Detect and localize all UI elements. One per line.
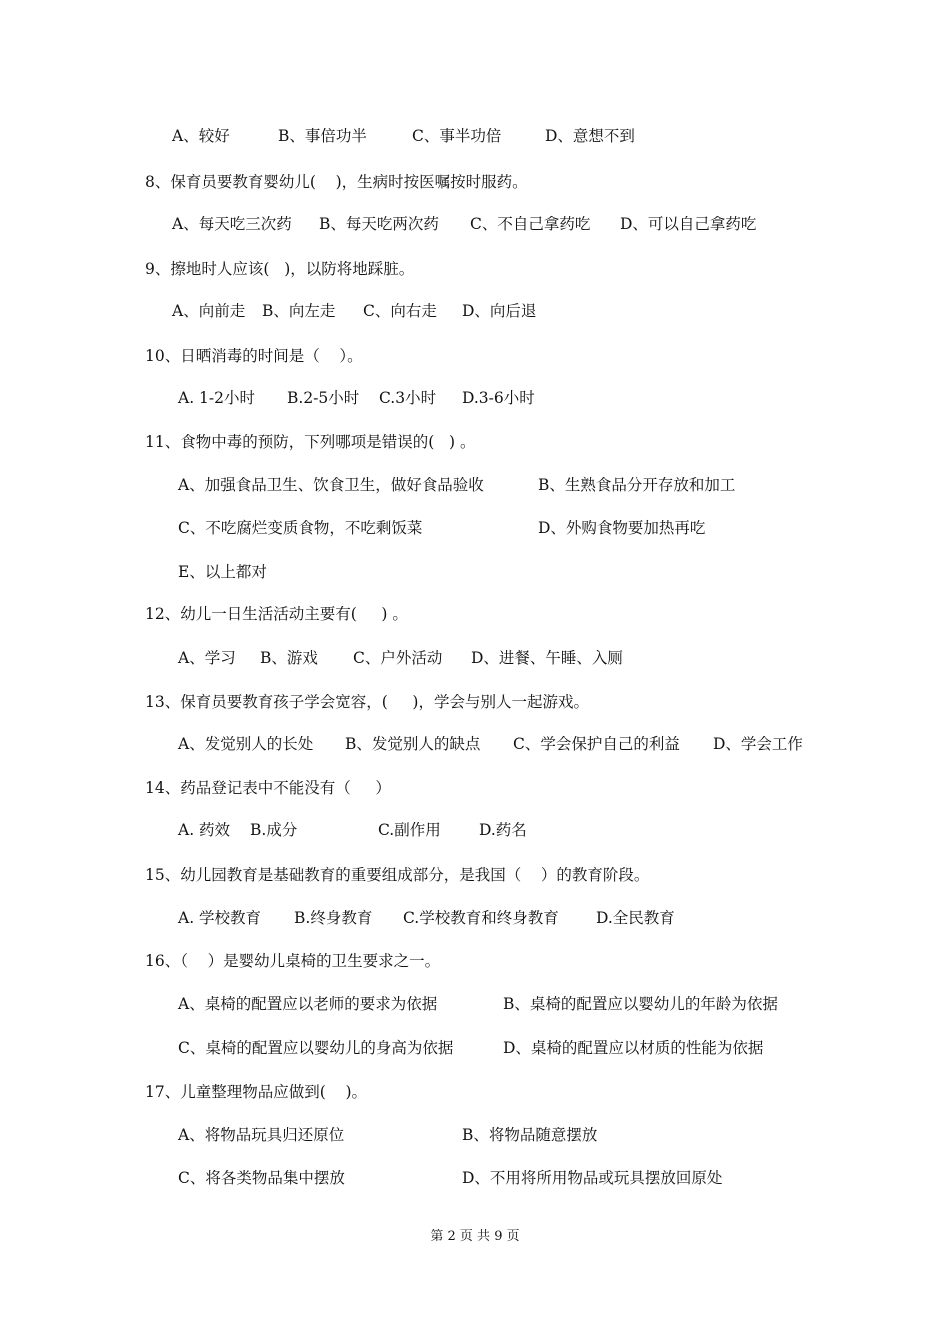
answer-option: D、可以自己拿药吃 <box>620 215 757 233</box>
answer-option: D、进餐、午睡、入厕 <box>471 649 623 667</box>
answer-option: D、意想不到 <box>545 127 635 145</box>
question-text: 16、（ ）是婴幼儿桌椅的卫生要求之一。 <box>145 952 441 970</box>
question-text: 13、保育员要教育孩子学会宽容，( )，学会与别人一起游戏。 <box>145 693 589 711</box>
answer-option: C.学校教育和终身教育 <box>403 909 559 927</box>
answer-option: B、生熟食品分开存放和加工 <box>538 476 736 494</box>
answer-option: B.成分 <box>250 821 298 839</box>
answer-option: C、将各类物品集中摆放 <box>178 1169 345 1187</box>
answer-option: C、户外活动 <box>353 649 443 667</box>
answer-option: B、将物品随意摆放 <box>462 1126 598 1144</box>
answer-option: E、以上都对 <box>178 563 267 581</box>
answer-option: B.2-5小时 <box>287 389 360 407</box>
question-text: 9、擦地时人应该( )，以防将地踩脏。 <box>145 260 415 278</box>
answer-option: D.药名 <box>479 821 527 839</box>
answer-option: C、向右走 <box>363 302 437 320</box>
question-text: 12、幼儿一日生活活动主要有( ) 。 <box>145 605 408 623</box>
answer-option: C.副作用 <box>378 821 441 839</box>
answer-option: B、向左走 <box>262 302 336 320</box>
answer-option: D、学会工作 <box>713 735 803 753</box>
answer-option: C.3小时 <box>379 389 437 407</box>
question-text: 17、儿童整理物品应做到( )。 <box>145 1083 368 1101</box>
answer-option: A、将物品玩具归还原位 <box>178 1126 345 1144</box>
answer-option: C、学会保护自己的利益 <box>513 735 680 753</box>
answer-option: C、不吃腐烂变质食物，不吃剩饭菜 <box>178 519 423 537</box>
answer-option: A、桌椅的配置应以老师的要求为依据 <box>178 995 438 1013</box>
answer-option: A、加强食品卫生、饮食卫生，做好食品验收 <box>178 476 484 494</box>
answer-option: A、较好 <box>172 127 230 145</box>
answer-option: B、桌椅的配置应以婴幼儿的年龄为依据 <box>503 995 778 1013</box>
answer-option: A. 学校教育 <box>178 909 262 927</box>
answer-option: A、学习 <box>178 649 236 667</box>
answer-option: D、外购食物要加热再吃 <box>538 519 706 537</box>
answer-option: B、事倍功半 <box>278 127 367 145</box>
answer-option: B、每天吃两次药 <box>319 215 439 233</box>
answer-option: D、不用将所用物品或玩具摆放回原处 <box>462 1169 723 1187</box>
page-footer: 第 2 页 共 9 页 <box>430 1229 520 1244</box>
answer-option: D.全民教育 <box>596 909 675 927</box>
answer-option: A、每天吃三次药 <box>172 215 292 233</box>
question-text: 11、食物中毒的预防，下列哪项是错误的( ) 。 <box>145 433 476 451</box>
answer-option: B、发觉别人的缺点 <box>345 735 481 753</box>
answer-option: D、向后退 <box>462 302 537 320</box>
answer-option: A. 药效 <box>178 821 231 839</box>
answer-option: C、事半功倍 <box>412 127 502 145</box>
answer-option: A、向前走 <box>172 302 246 320</box>
answer-option: A、发觉别人的长处 <box>178 735 314 753</box>
question-text: 10、日晒消毒的时间是（ ）。 <box>145 347 363 365</box>
answer-option: B、游戏 <box>260 649 318 667</box>
question-text: 8、保育员要教育婴幼儿( )，生病时按医嘱按时服药。 <box>145 173 528 191</box>
answer-option: D.3-6小时 <box>462 389 535 407</box>
answer-option: C、不自己拿药吃 <box>470 215 591 233</box>
answer-option: C、桌椅的配置应以婴幼儿的身高为依据 <box>178 1039 454 1057</box>
question-text: 14、药品登记表中不能没有（ ） <box>145 779 391 797</box>
question-text: 15、幼儿园教育是基础教育的重要组成部分，是我国（ ）的教育阶段。 <box>145 866 650 884</box>
answer-option: D、桌椅的配置应以材质的性能为依据 <box>503 1039 764 1057</box>
answer-option: B.终身教育 <box>294 909 373 927</box>
answer-option: A. 1-2小时 <box>178 389 256 407</box>
